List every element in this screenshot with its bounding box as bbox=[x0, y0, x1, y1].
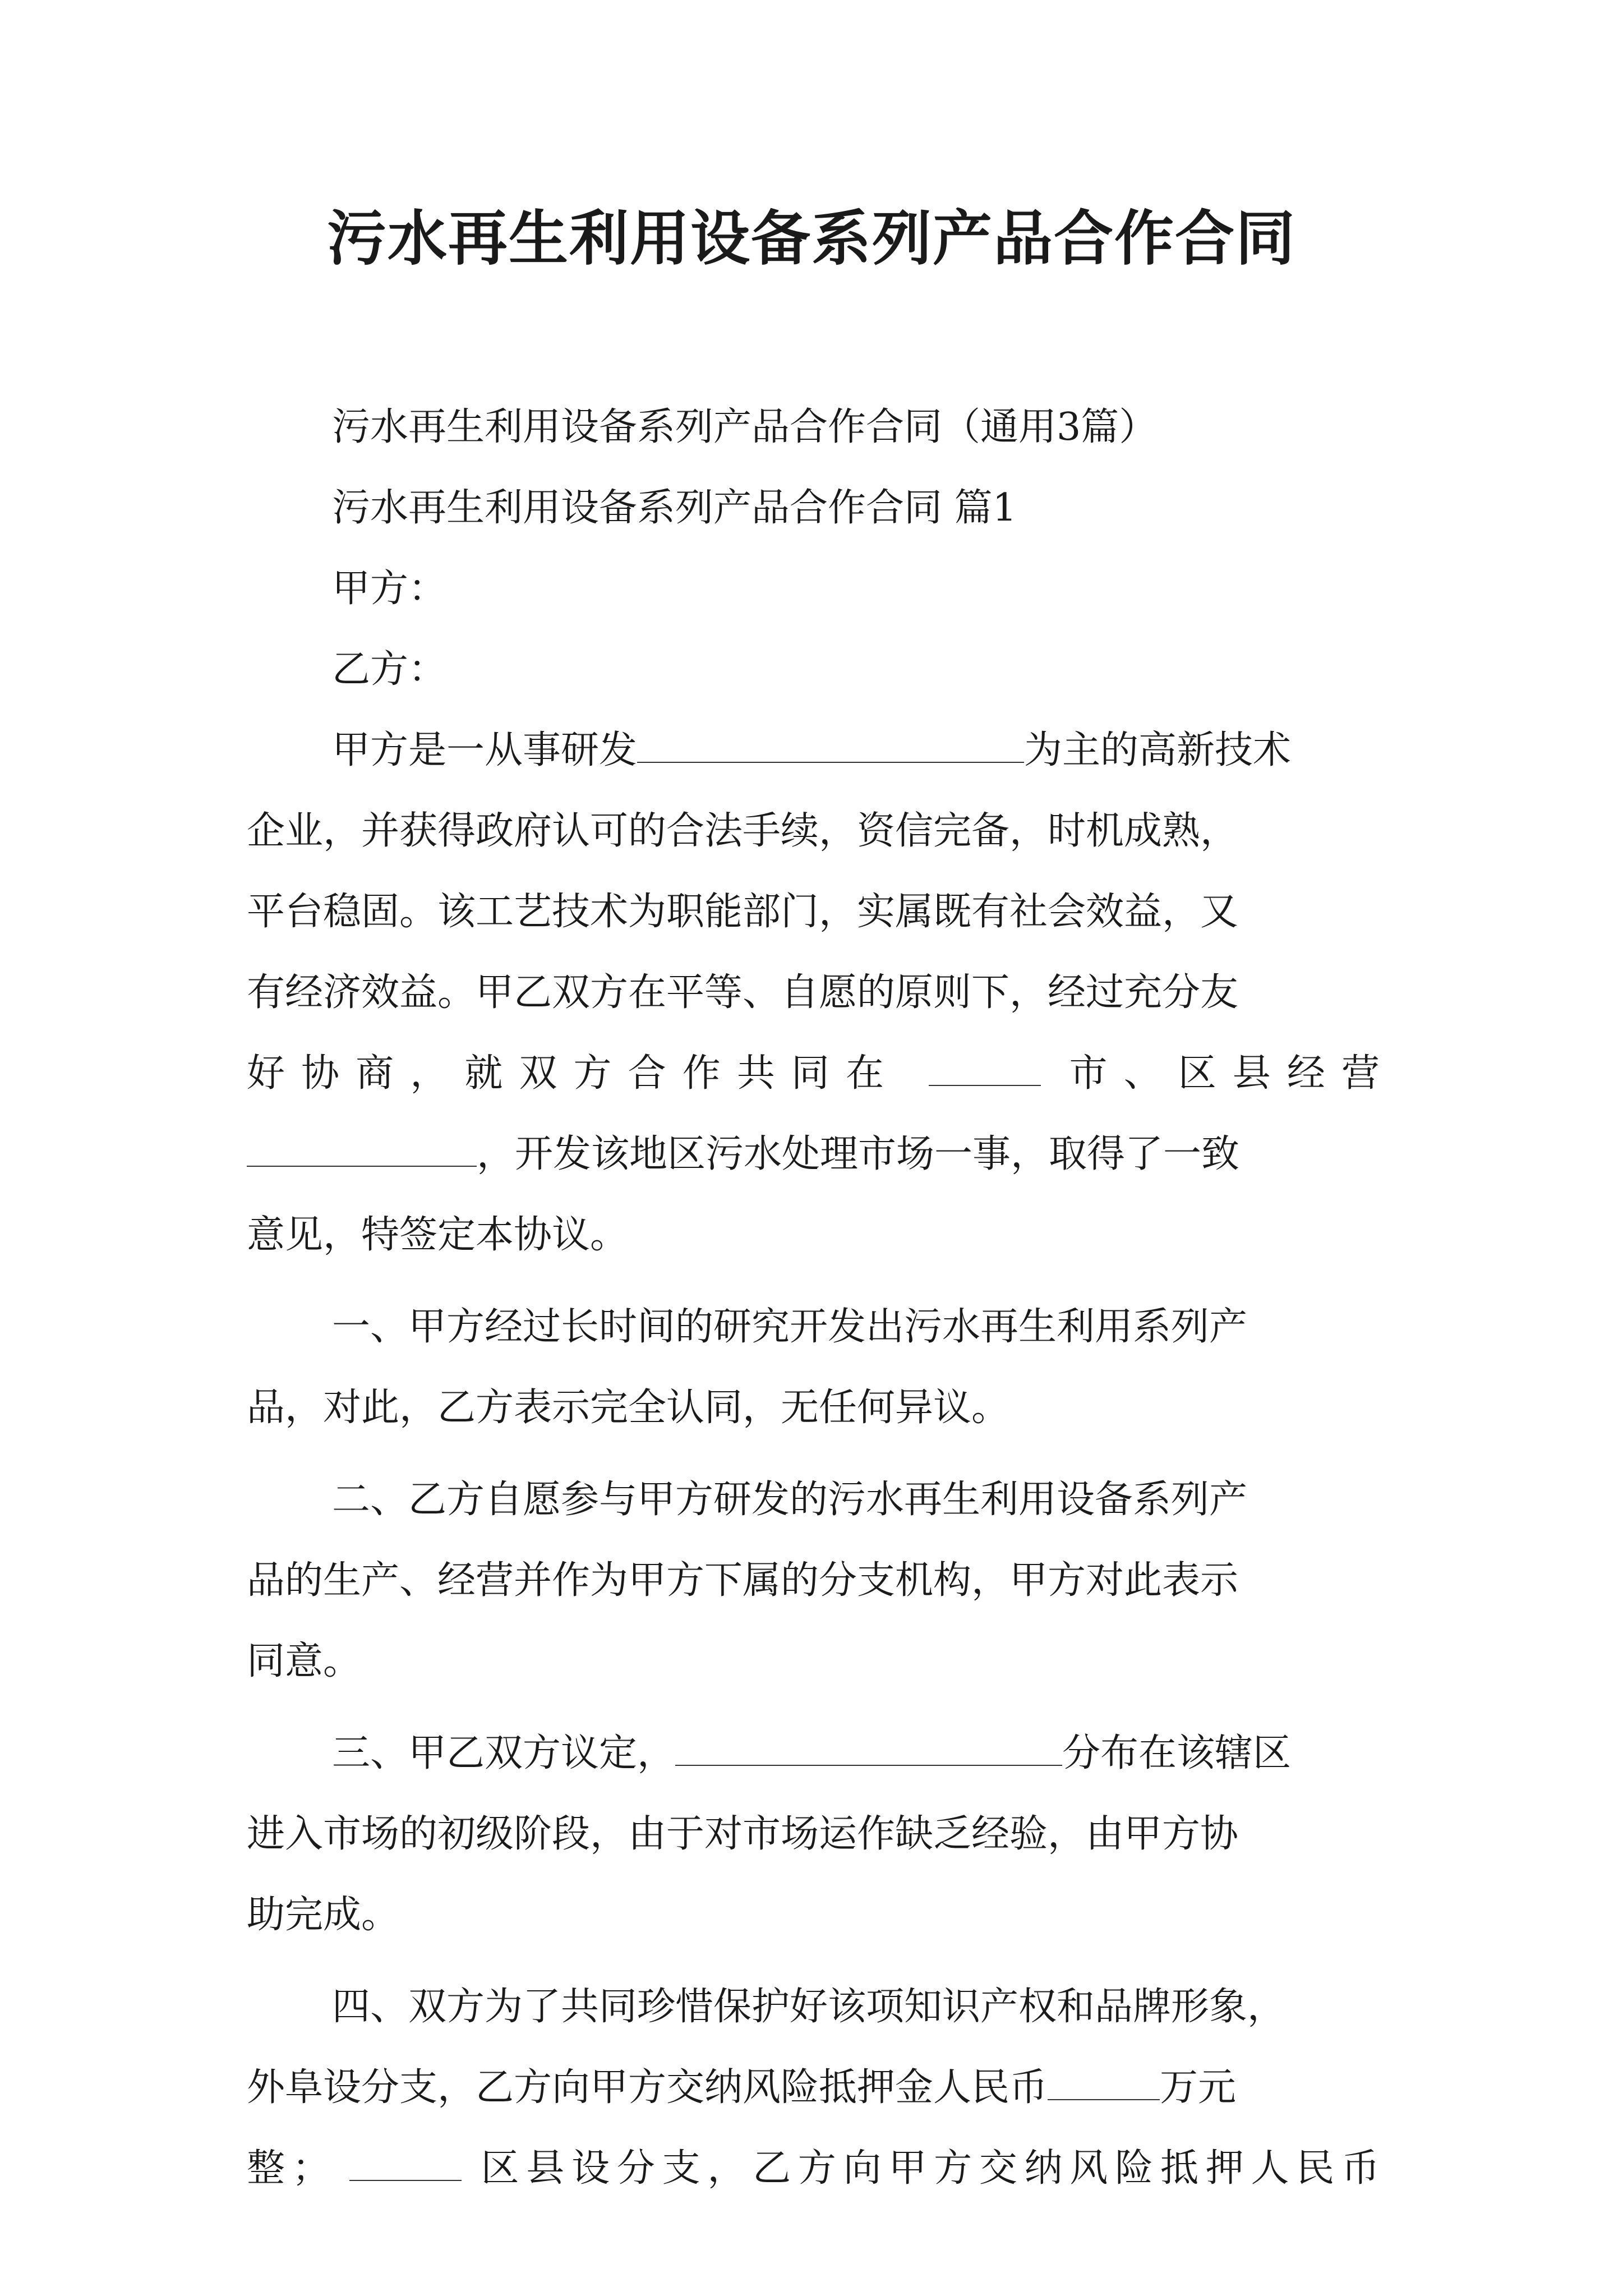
clause-4-line-1: 四、双方为了共同珍惜保护好该项知识产权和品牌形象， bbox=[332, 1985, 1286, 2029]
clause-2-line-3: 同意。 bbox=[247, 1639, 362, 1683]
intro-line-4: 有经济效益。甲乙双方在平等、自愿的原则下，经过充分友 bbox=[247, 970, 1239, 1015]
intro-line-1 bbox=[247, 710, 1380, 791]
blank-line bbox=[929, 1051, 1041, 1086]
clause-1-line-2: 品，对此，乙方表示完全认同，无任何异议。 bbox=[247, 1386, 1010, 1430]
clause-text: 三、甲乙双方议定， bbox=[332, 1731, 676, 1775]
intro-line-6 bbox=[247, 1114, 1380, 1195]
clause-text: 外阜设分支，乙方向甲方交纳风险抵押金人民币 bbox=[247, 2065, 1048, 2110]
section-heading: 污水再生利用设备系列产品合作合同 篇1 bbox=[332, 486, 1017, 530]
blank-line bbox=[1048, 2065, 1160, 2100]
blank-line bbox=[349, 2146, 462, 2181]
party-b-label: 乙方： bbox=[332, 647, 447, 692]
intro-text: 甲方是一从事研发 bbox=[332, 728, 638, 772]
intro-line-2: 企业，并获得政府认可的合法手续，资信完备，时机成熟， bbox=[247, 809, 1239, 853]
clause-text: 区县设分支，乙方向甲方交纳风险抵押人民币 bbox=[481, 2146, 1380, 2191]
clause-2-line-1: 二、乙方自愿参与甲方研发的污水再生利用设备系列产 bbox=[332, 1478, 1248, 1522]
blank-line bbox=[247, 1132, 477, 1167]
document-title: 污水再生利用设备系列产品合作合同 bbox=[327, 203, 1296, 273]
clause-1-line-1: 一、甲方经过长时间的研究开发出污水再生利用系列产 bbox=[332, 1305, 1248, 1349]
blank-line bbox=[637, 728, 1024, 763]
clause-3-line-1 bbox=[247, 1713, 1380, 1794]
clause-3-line-2: 进入市场的初级阶段，由于对市场运作缺乏经验，由甲方协 bbox=[247, 1812, 1239, 1856]
party-a-label: 甲方： bbox=[332, 567, 447, 611]
clause-2-line-2: 品的生产、经营并作为甲方下属的分支机构，甲方对此表示 bbox=[247, 1558, 1239, 1603]
document-subtitle: 污水再生利用设备系列产品合作合同（通用3篇） bbox=[332, 405, 1158, 449]
document-body bbox=[247, 387, 1380, 2209]
blank-line bbox=[675, 1731, 1062, 1766]
intro-line-5 bbox=[247, 1033, 1380, 1114]
intro-text: 好协商，就双方合作共同在 bbox=[247, 1051, 901, 1096]
clause-text: 分布在该辖区 bbox=[1062, 1731, 1292, 1775]
clause-3-line-3: 助完成。 bbox=[247, 1893, 400, 1937]
intro-line-7: 意见，特签定本协议。 bbox=[247, 1213, 629, 1257]
intro-text: 为主的高新技术 bbox=[1024, 728, 1292, 772]
intro-text: 市、区县经营 bbox=[1069, 1051, 1380, 1096]
clause-4-line-2 bbox=[247, 2047, 1380, 2128]
clause-4-line-3 bbox=[247, 2128, 1380, 2209]
clause-text: 万元 bbox=[1160, 2065, 1237, 2110]
clause-text: 整； bbox=[247, 2146, 330, 2191]
intro-line-3: 平台稳固。该工艺技术为职能部门，实属既有社会效益，又 bbox=[247, 890, 1239, 934]
intro-text: ，开发该地区污水处理市场一事，取得了一致 bbox=[477, 1132, 1240, 1176]
